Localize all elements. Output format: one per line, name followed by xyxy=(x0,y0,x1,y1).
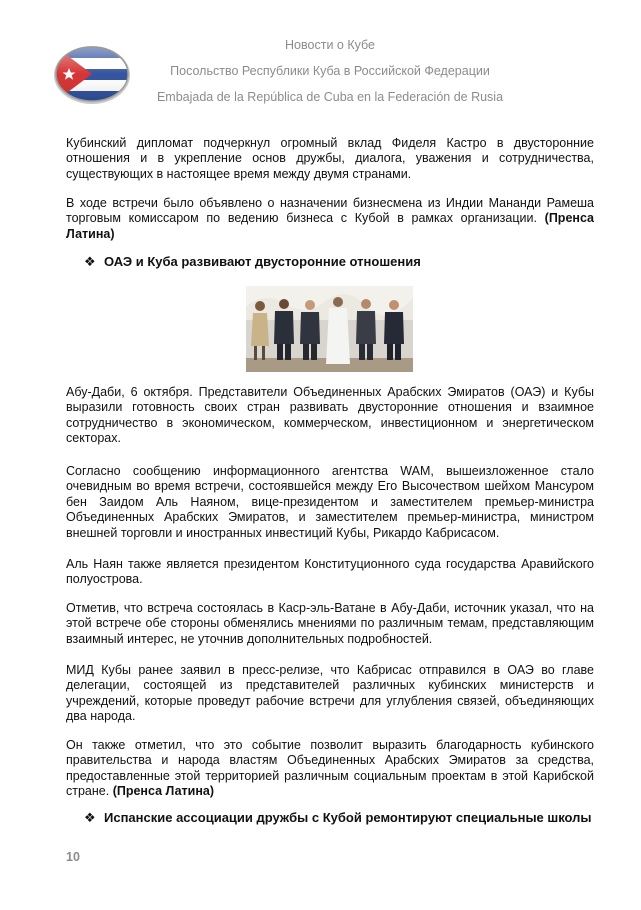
page-header xyxy=(140,32,520,110)
article2-title: ОАЭ и Куба развивают двусторонние отношения xyxy=(104,254,421,269)
article2-paragraph-1: Абу-Даби, 6 октября. Представители Объединенных Арабских Эмиратов (ОАЭ) и Кубы выразили готовность своих стран развивать двусторонние отношения и взаимное сотрудничество в экономическом, коммерческом, инвестиционном и энергетическом секторах. xyxy=(66,385,594,446)
article1-source: (Пренса Латина) xyxy=(66,211,594,241)
diamond-bullet-icon: ❖ xyxy=(84,254,96,269)
article2-paragraph-3: Аль Наян также является президентом Конституционного суда государства Аравийского полуострова. xyxy=(66,557,594,587)
page-number: 10 xyxy=(66,850,80,864)
article2-paragraph-4: Отметив, что встреча состоялась в Каср-эль-Ватане в Абу-Даби, источник указал, что на этой встрече обе стороны обменялись мнениями по различным темам, представляющим взаимный интерес, не уточнив дополнительных подробностей. xyxy=(66,601,594,646)
article2-paragraph-6 xyxy=(66,738,594,800)
article1-paragraph-1: Кубинский дипломат подчеркнул огромный вклад Фиделя Кастро в двусторонние отношения и в укрепление основ дружбы, диалога, уважения и сотрудничества, существующих в настоящее время между двумя странами. xyxy=(66,136,594,181)
article1-paragraph-2-text: В ходе встречи было объявлено о назначении бизнесмена из Индии Мананди Рамеша торговым комиссаром по ведению бизнеса с Кубой в рамках организации. xyxy=(66,196,594,226)
cuba-flag-logo-icon xyxy=(52,42,132,106)
diamond-bullet-icon: ❖ xyxy=(84,810,96,825)
header-title: Новости о Кубе xyxy=(285,38,375,52)
header-embassy-ru: Посольство Республики Куба в Российской Федерации xyxy=(170,64,490,78)
article3-title: Испанские ассоциации дружбы с Кубой ремонтируют специальные школы xyxy=(104,810,592,825)
article2-source: (Пренса Латина) xyxy=(112,784,215,799)
article2-heading xyxy=(84,254,421,269)
article2-paragraph-5: МИД Кубы ранее заявил в пресс-релизе, что Кабрисас отправился в ОАЭ во главе делегации, состоящей из представителей различных кубинских министерств и учреждений, которые проведут рабочие встречи для углубления связей, объединяющих два народа. xyxy=(66,663,594,724)
header-embassy-es: Embajada de la República de Cuba en la Federación de Rusia xyxy=(156,90,504,104)
article3-heading xyxy=(84,810,592,825)
article1-paragraph-2 xyxy=(66,196,594,242)
article2-paragraph-6-text: Он также отметил, что это событие позволит выразить благодарность кубинского правительства и народа властям Объединенных Арабских Эмиратов за средства, предоставленные этой территорией различным социальным проектам в этой Карибской стране. xyxy=(66,738,594,799)
article2-paragraph-2: Согласно сообщению информационного агентства WAM, вышеизложенное стало очевидным во время встречи, состоявшейся между Его Высочеством шейхом Мансуром бен Заидом Аль Наяном, вице-президентом и заместителем премьер-министра Объединенных Арабских Эмиратов, и заместителем премьер-министра, министром внешней торговли и иностранных инвестиций Кубы, Рикардо Кабрисасом. xyxy=(66,464,594,540)
delegation-photo xyxy=(246,286,413,372)
